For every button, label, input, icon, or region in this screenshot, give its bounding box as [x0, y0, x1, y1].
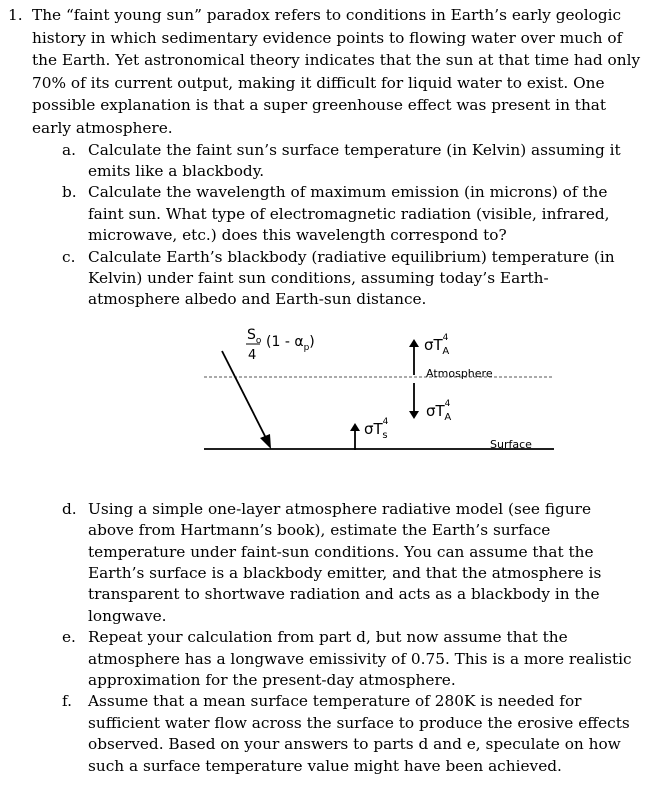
- parts-list: [8, 140, 644, 311]
- part-label: a.: [62, 140, 76, 159]
- solar-constant-label: $S_o$: [247, 326, 262, 346]
- part-text: Calculate Earth’s blackbody (radiative equilibrium) temperature (in Kelvin) under faint sun conditions, assuming today’s Earth-atmosphere albedo and Earth-sun distance.: [88, 247, 615, 309]
- part-b: [62, 182, 638, 246]
- solar-arrow-head: [260, 434, 271, 449]
- part-label: d.: [62, 499, 77, 518]
- part-label: c.: [62, 247, 76, 266]
- part-text: Assume that a mean surface temperature of 280K is needed for sufficient water flow across the surface to produce the erosive effects observed. Based on your answers to parts d and e, speculate on how such a surface temperature value might have been achieved.: [88, 692, 630, 775]
- part-label: f.: [62, 692, 72, 711]
- solar-arrow-shaft: [222, 351, 269, 444]
- surface-emission-arrow-head: [350, 423, 360, 431]
- atm-up-arrow-head: [409, 339, 419, 347]
- part-a: [62, 140, 638, 183]
- question-1: [8, 4, 644, 777]
- part-e: [62, 627, 638, 691]
- solar-denominator: 4: [248, 347, 257, 363]
- parts-list-continued: [8, 499, 644, 777]
- atm-up-emission-label: $\sigma T^4_A$: [424, 332, 450, 357]
- part-c: [62, 247, 638, 311]
- atm-down-arrow-head: [409, 411, 419, 419]
- atmosphere-label: Atmosphere: [426, 366, 493, 380]
- albedo-factor: $(1 - \alpha_p)$: [266, 333, 315, 353]
- surface-emission-label: $\sigma T^4_s$: [364, 416, 389, 441]
- part-text: Calculate the wavelength of maximum emission (in microns) of the faint sun. What type of electromagnetic radiation (visible, infrared, microwave, etc.) does this wavelength correspond to?: [88, 183, 610, 245]
- surface-label: Surface: [490, 437, 532, 451]
- part-text: Repeat your calculation from part d, but now assume that the atmosphere has a longwave emissivity of 0.75. This is a more realistic approximation for the present-day atmosphere.: [88, 628, 632, 690]
- part-f: [62, 691, 638, 777]
- figure-lines: [174, 317, 574, 497]
- part-text: Calculate the faint sun’s surface temperature (in Kelvin) assuming it emits like a blackbody.: [88, 140, 621, 180]
- part-text: Using a simple one-layer atmosphere radiative model (see figure above from Hartmann’s book), estimate the Earth’s surface temperature under faint-sun conditions. You can assume that the Earth’s surface is a blackbody emitter, and that the atmosphere is transparent to shortwave radiation and acts as a blackbody in the longwave.: [88, 499, 602, 625]
- part-label: b.: [62, 183, 77, 202]
- radiative-model-figure: [174, 317, 574, 497]
- part-d: [62, 499, 638, 627]
- atm-down-emission-label: $\sigma T^4_A$: [426, 398, 452, 423]
- part-label: e.: [62, 628, 76, 647]
- question-intro: The “faint young sun” paradox refers to conditions in Earth’s early geologic history in which sedimentary evidence points to flowing water over much of the Earth. Yet astronomical theory indicates that the sun at that time had only 70% of its current output, making it difficult for liquid water to exist. One possible explanation is that a super greenhouse effect was present in that early atmosphere.: [32, 6, 641, 137]
- question-number: 1.: [8, 6, 23, 24]
